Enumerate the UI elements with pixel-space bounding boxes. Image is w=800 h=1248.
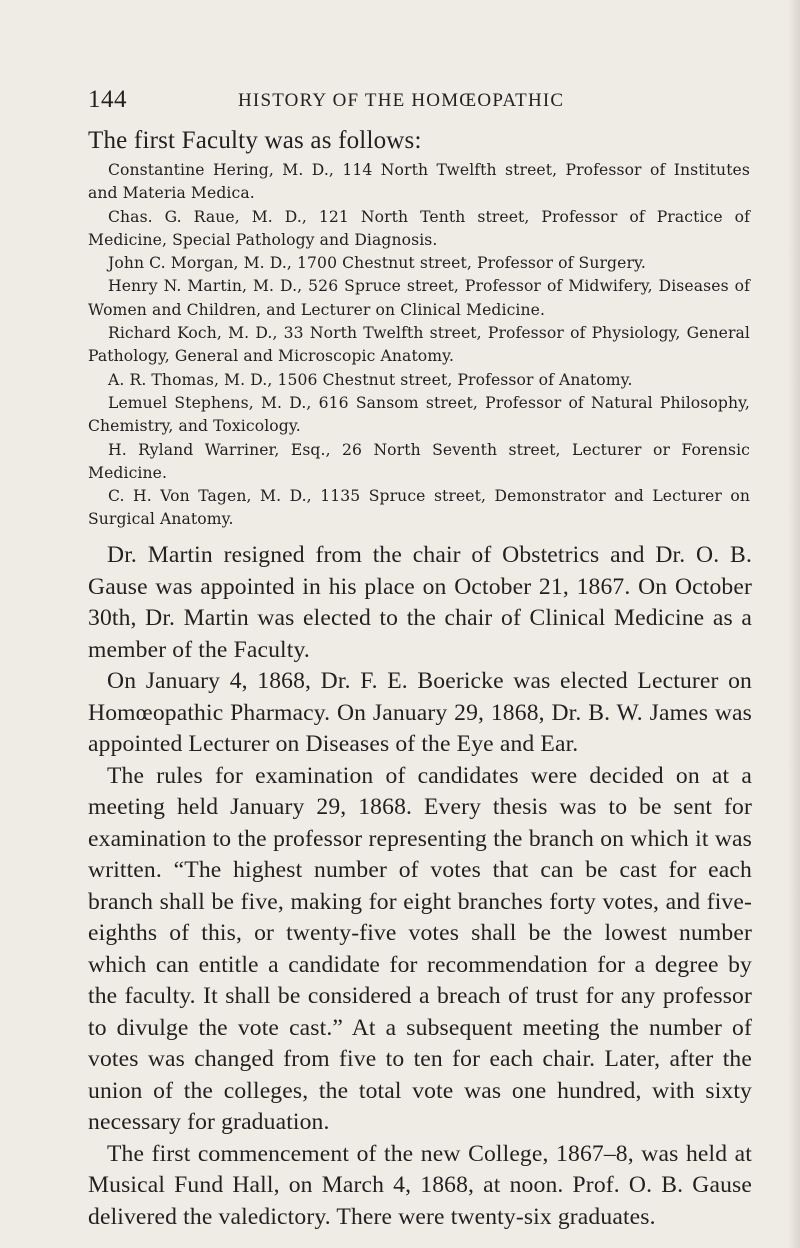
- faculty-entry-morgan: John C. Morgan, M. D., 1700 Chestnut street, Professor of Surgery.: [108, 254, 646, 273]
- faculty-entry-martin: Henry N. Martin, M. D., 526 Spruce street, Professor of Midwifery, Diseases of Women and Children, and Lecturer on Clinical Medicine.: [88, 277, 750, 319]
- faculty-entry-koch: Richard Koch, M. D., 33 North Twelfth street, Professor of Physiology, General Pathology, General and Microscopic Anatomy.: [88, 324, 750, 366]
- paragraph-martin-resignation: Dr. Martin resigned from the chair of Obstetrics and Dr. O. B. Gause was appointed in his place on October 21, 1867. On October 30th, Dr. Martin was elected to the chair of Clinical Medicine as a member of the Faculty.: [88, 542, 752, 663]
- faculty-entry-warriner: H. Ryland Warriner, Esq., 26 North Seventh street, Lecturer or Forensic Medicine.: [88, 440, 750, 482]
- section-title: The first Faculty was as follows:: [88, 127, 422, 154]
- paragraph-lecturers: On January 4, 1868, Dr. F. E. Boericke was elected Lecturer on Homœopathic Pharmacy. On January 29, 1868, Dr. B. W. James was appointed Lecturer on Diseases of the Eye and Ear.: [88, 668, 752, 757]
- paragraph-first-commencement: The first commencement of the new College, 1867–8, was held at Musical Fund Hall, on March 4, 1868, at noon. Prof. O. B. Gause delivered the valedictory. There were twenty-six graduates.: [88, 1140, 752, 1230]
- page-edge-shadow: [788, 0, 800, 1248]
- faculty-entry-hering: Constantine Hering, M. D., 114 North Twelfth street, Professor of Institutes and Materia Medica.: [88, 161, 750, 203]
- running-head: HISTORY OF THE HOMŒOPATHIC: [238, 90, 565, 111]
- faculty-entry-thomas: A. R. Thomas, M. D., 1506 Chestnut street, Professor of Anatomy.: [108, 370, 633, 389]
- paragraph-examination-rules: The rules for examination of candidates were decided on at a meeting held January 29, 1868. Every thesis was to be sent for examination to the professor representing the branch on which it was written. “The highest number of votes that can be cast for each branch shall be five, making for eight branches forty votes, and five-eighths of this, or twenty-five votes shall be the lowest number which can entitle a candidate for recommendation for a degree by the faculty. It shall be considered a breach of trust for any professor to divulge the vote cast.” At a subsequent meeting the number of votes was changed from five to ten for each chair. Later, after the union of the colleges, the total vote was one hundred, with sixty necessary for graduation.: [88, 762, 752, 1135]
- faculty-entry-von-tagen: C. H. Von Tagen, M. D., 1135 Spruce street, Demonstrator and Lecturer on Surgical Anatomy.: [88, 487, 750, 529]
- faculty-entry-stephens: Lemuel Stephens, M. D., 616 Sansom street, Professor of Natural Philosophy, Chemistry, and Toxicology.: [88, 393, 750, 436]
- narrative-text: [88, 540, 752, 1233]
- page-number: 144: [88, 86, 127, 113]
- page-header: [88, 86, 748, 116]
- faculty-entry-raue: Chas. G. Raue, M. D., 121 North Tenth street, Professor of Practice of Medicine, Special Pathology and Diagnosis.: [88, 207, 750, 249]
- faculty-list: [88, 159, 750, 532]
